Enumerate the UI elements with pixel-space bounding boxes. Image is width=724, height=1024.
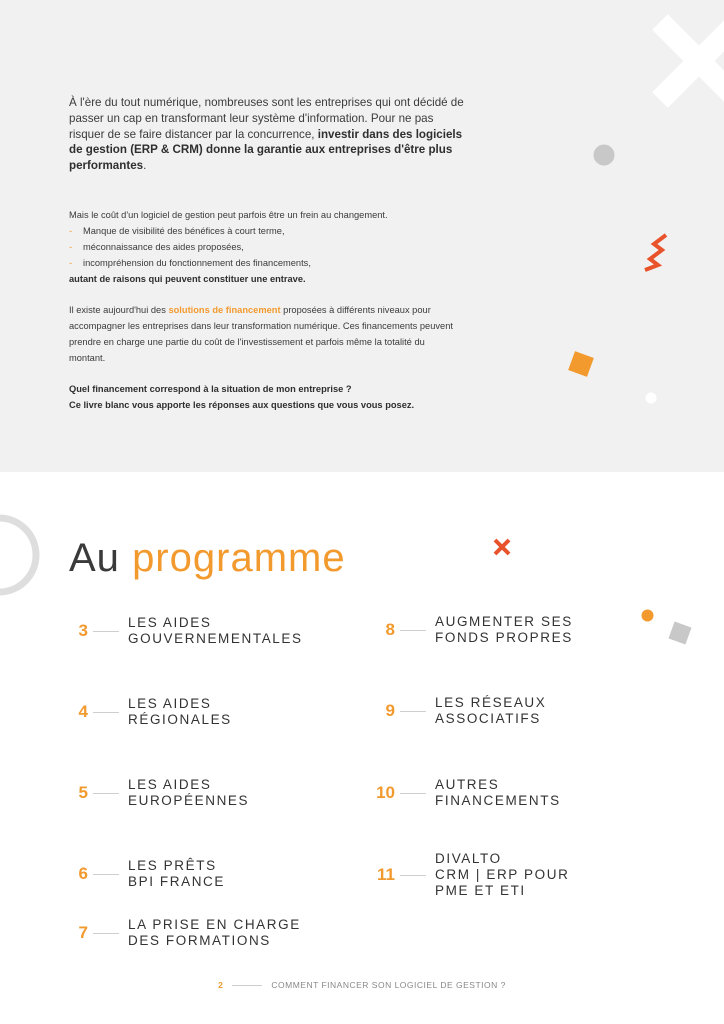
- orange-dot: [641, 609, 654, 622]
- toc-page-number: 4: [78, 702, 88, 721]
- toc-item[interactable]: [355, 777, 561, 809]
- list-item: - incompréhension du fonctionnement des financements,: [69, 258, 311, 268]
- toc-divider: [93, 793, 119, 794]
- white-circle-dot: [645, 392, 657, 404]
- question-paragraph: Quel financement correspond à la situation de mon entreprise ? Ce livre blanc vous apporte les réponses aux questions que vous vous posez.: [69, 384, 415, 410]
- solutions-paragraph: Il existe aujourd'hui des solutions de financement proposées à différents niveaux pour accompagner les entreprises dans leur transformation numérique. Ces financements peuvent prendre en charge une partie du coût de l'investissement et parfois même la totalité du montant.: [69, 305, 453, 363]
- toc-page-number: 9: [385, 701, 395, 720]
- toc-item[interactable]: [48, 615, 303, 647]
- toc-page-number: 10: [376, 783, 395, 802]
- intro-panel: [0, 0, 724, 472]
- list-item: - méconnaissance des aides proposées,: [69, 242, 244, 252]
- toc-page-number: 8: [385, 620, 395, 639]
- obstacles-paragraph: Mais le coût d'un logiciel de gestion peut parfois être un frein au changement. - Manque de visibilité des bénéfices à court terme, - méconnaissance des aides proposées, - incompréhension du fonctionnement des financements, autant de raisons qui peuvent constituer une entrave.: [69, 207, 469, 287]
- red-x-icon: [493, 538, 511, 556]
- toc-item[interactable]: [355, 695, 546, 727]
- list-item: - Manque de visibilité des bénéfices à court terme,: [69, 226, 285, 236]
- toc-label: LES RÉSEAUX ASSOCIATIFS: [435, 695, 547, 726]
- toc-divider: [400, 711, 426, 712]
- grey-circle-dot: [593, 144, 615, 166]
- toc-item[interactable]: [48, 917, 301, 949]
- toc-item[interactable]: [48, 777, 249, 809]
- toc-divider: [93, 712, 119, 713]
- section-title: Au programme: [69, 536, 346, 580]
- toc-item[interactable]: [355, 851, 569, 899]
- toc-label: DIVALTO CRM | ERP POUR PME ET ETI: [435, 851, 570, 898]
- page-footer: [0, 980, 724, 990]
- toc-label: AUTRES FINANCEMENTS: [435, 777, 561, 808]
- toc-page-number: 11: [377, 865, 395, 884]
- toc-label: LES AIDES EUROPÉENNES: [128, 777, 250, 808]
- ring-outline-shape: [0, 512, 42, 598]
- toc-item[interactable]: [48, 858, 225, 890]
- toc-divider: [93, 874, 119, 875]
- toc-divider: [400, 793, 426, 794]
- toc-divider: [400, 875, 426, 876]
- x-cross-shape-white: [648, 8, 724, 118]
- toc-label: LA PRISE EN CHARGE DES FORMATIONS: [128, 917, 301, 948]
- toc-item[interactable]: [48, 696, 232, 728]
- toc-label: LES AIDES RÉGIONALES: [128, 696, 232, 727]
- toc-label: LES AIDES GOUVERNEMENTALES: [128, 615, 303, 646]
- toc-page-number: 5: [78, 783, 88, 802]
- grey-square-shape: [666, 619, 694, 647]
- toc-label: AUGMENTER SES FONDS PROPRES: [435, 614, 573, 645]
- toc-label: LES PRÊTS BPI FRANCE: [128, 858, 226, 889]
- red-zigzag-shape: [640, 232, 672, 272]
- orange-diamond-shape: [566, 349, 596, 379]
- footer-title: COMMENT FINANCER SON LOGICIEL DE GESTION ?: [271, 980, 506, 990]
- toc-divider: [93, 631, 119, 632]
- page-number: 2: [218, 980, 224, 990]
- footer-divider: [232, 985, 262, 986]
- toc-item[interactable]: [355, 614, 573, 646]
- toc-page-number: 7: [78, 923, 88, 942]
- intro-paragraph: À l'ère du tout numérique, nombreuses sont les entreprises qui ont décidé de passer un cap en transformant leur système d'information. Pour ne pas risquer de se faire distancer par la concurrence, investir dans des logiciels de gestion (ERP & CRM) donne la garantie aux entreprises d'être plus performantes.: [69, 96, 464, 173]
- toc-divider: [93, 933, 119, 934]
- toc-divider: [400, 630, 426, 631]
- toc-page-number: 6: [78, 864, 88, 883]
- toc-page-number: 3: [78, 621, 88, 640]
